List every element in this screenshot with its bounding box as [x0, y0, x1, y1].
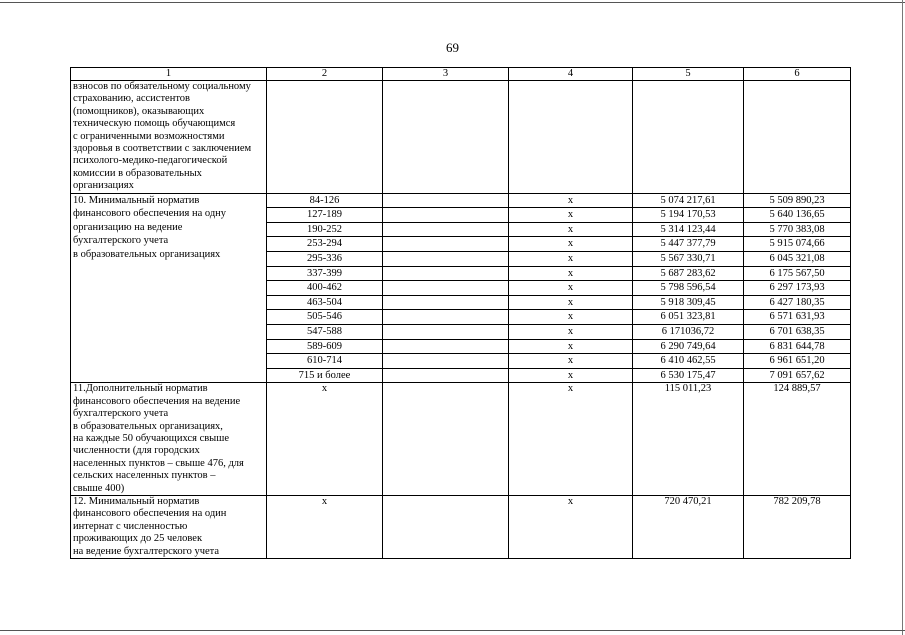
description-line: численности (для городских	[73, 445, 200, 457]
description-line: комиссии в образовательных	[73, 167, 202, 179]
cell-col3	[383, 281, 509, 296]
cell-col5: 6 171036,72	[633, 325, 744, 340]
table-row	[71, 383, 851, 496]
cell-col4: х	[509, 295, 633, 310]
cell-col3	[383, 368, 509, 383]
cell-col3	[383, 339, 509, 354]
description-line: финансового обеспечения на один	[73, 508, 227, 520]
table-body	[71, 81, 851, 559]
cell-col3	[383, 496, 509, 559]
description-line: проживающих до 25 человек	[73, 533, 203, 545]
cell-col3	[383, 193, 509, 208]
description-line: взносов по обязательному социальному	[73, 81, 251, 92]
cell-col6: 5 640 136,65	[744, 208, 851, 223]
description-line: бухгалтерского учета	[73, 235, 169, 247]
cell-col6: 6 961 651,20	[744, 354, 851, 369]
description-line: сельских населенных пунктов –	[73, 470, 216, 482]
cell-col3	[383, 208, 509, 223]
cell-col2: 127-189	[267, 208, 383, 223]
cell-col6: 6 175 567,50	[744, 266, 851, 281]
description-line: в образовательных организациях,	[73, 420, 223, 432]
header-row	[71, 68, 851, 81]
cell-col5: 5 687 283,62	[633, 266, 744, 281]
description-line: финансового обеспечения на ведение	[73, 395, 241, 407]
cell-col2: 190-252	[267, 222, 383, 237]
description-line: организацию на ведение	[73, 221, 183, 233]
cell-col4: х	[509, 325, 633, 340]
cell-col5: 5 798 596,54	[633, 281, 744, 296]
description-line: 12. Минимальный норматив	[73, 496, 200, 508]
cell-col6: 5 509 890,23	[744, 193, 851, 208]
cell-col2	[267, 81, 383, 194]
cell-col4: х	[509, 383, 633, 496]
cell-col5: 5 918 309,45	[633, 295, 744, 310]
cell-col3	[383, 237, 509, 252]
cell-col5: 6 290 749,64	[633, 339, 744, 354]
description-line: психолого-медико-педагогической	[73, 155, 228, 167]
cell-col5: 6 051 323,81	[633, 310, 744, 325]
cell-col2: 337-399	[267, 266, 383, 281]
cell-col2: 547-588	[267, 325, 383, 340]
description-line: 10. Минимальный норматив	[73, 194, 200, 206]
column-header: 3	[383, 68, 509, 81]
cell-col6: 6 427 180,35	[744, 295, 851, 310]
column-header: 6	[744, 68, 851, 81]
column-header: 5	[633, 68, 744, 81]
cell-col2: 400-462	[267, 281, 383, 296]
description-line: на каждые 50 обучающихся свыше	[73, 433, 229, 444]
cell-col4: х	[509, 368, 633, 383]
cell-col6: 5 770 383,08	[744, 222, 851, 237]
column-header: 2	[267, 68, 383, 81]
cell-col4	[509, 81, 633, 194]
cell-col2: 463-504	[267, 295, 383, 310]
cell-col2: 253-294	[267, 237, 383, 252]
column-header: 4	[509, 68, 633, 81]
description-line: в образовательных организациях	[73, 249, 221, 261]
description-line: организациях	[73, 180, 134, 192]
cell-col3	[383, 266, 509, 281]
cell-col5: 115 011,23	[633, 383, 744, 496]
description-line: населенных пунктов – свыше 476, для	[73, 457, 244, 469]
cell-col6: 6 571 631,93	[744, 310, 851, 325]
cell-col4: х	[509, 354, 633, 369]
cell-col2: 610-714	[267, 354, 383, 369]
cell-col3	[383, 81, 509, 194]
table-row	[71, 193, 851, 208]
cell-col6: 5 915 074,66	[744, 237, 851, 252]
cell-col3	[383, 325, 509, 340]
cell-col6	[744, 81, 851, 194]
cell-col2: х	[267, 383, 383, 496]
cell-col5	[633, 81, 744, 194]
cell-col4: х	[509, 222, 633, 237]
cell-col6: 6 831 644,78	[744, 339, 851, 354]
cell-col6: 6 701 638,35	[744, 325, 851, 340]
description-line: на ведение бухгалтерского учета	[73, 545, 220, 557]
norms-table	[70, 67, 851, 559]
cell-col4: х	[509, 208, 633, 223]
cell-col4: х	[509, 252, 633, 267]
cell-col5: 5 567 330,71	[633, 252, 744, 267]
cell-col3	[383, 310, 509, 325]
cell-col2: х	[267, 496, 383, 559]
cell-col3	[383, 383, 509, 496]
cell-col4: х	[509, 193, 633, 208]
description-line: с ограниченными возможностями	[73, 130, 225, 142]
row-description	[71, 496, 267, 559]
cell-col5: 5 314 123,44	[633, 222, 744, 237]
cell-col2: 295-336	[267, 252, 383, 267]
description-line: (помощников), оказывающих	[73, 105, 205, 117]
cell-col5: 720 470,21	[633, 496, 744, 559]
cell-col6: 7 091 657,62	[744, 368, 851, 383]
row-description	[71, 81, 267, 194]
page-number: 69	[446, 40, 459, 55]
description-line: финансового обеспечения на одну	[73, 208, 227, 220]
cell-col2: 589-609	[267, 339, 383, 354]
cell-col2: 715 и более	[267, 368, 383, 383]
cell-col4: х	[509, 339, 633, 354]
cell-col5: 5 447 377,79	[633, 237, 744, 252]
cell-col5: 6 410 462,55	[633, 354, 744, 369]
description-line: свыше 400)	[73, 482, 125, 494]
cell-col4: х	[509, 266, 633, 281]
cell-col3	[383, 295, 509, 310]
row-description	[71, 383, 267, 496]
cell-col5: 6 530 175,47	[633, 368, 744, 383]
cell-col4: х	[509, 310, 633, 325]
description-line: страхованию, ассистентов	[73, 93, 190, 105]
cell-col5: 5 194 170,53	[633, 208, 744, 223]
cell-col6: 6 045 321,08	[744, 252, 851, 267]
description-line: 11.Дополнительный норматив	[73, 383, 208, 395]
cell-col3	[383, 222, 509, 237]
cell-col6: 782 209,78	[744, 496, 851, 559]
cell-col4: х	[509, 237, 633, 252]
cell-col3	[383, 354, 509, 369]
scan-right-edge	[902, 0, 903, 635]
table-row	[71, 496, 851, 559]
cell-col2: 505-546	[267, 310, 383, 325]
table-row	[71, 81, 851, 194]
row-description	[71, 193, 267, 383]
column-header: 1	[71, 68, 267, 81]
cell-col3	[383, 252, 509, 267]
scan-bottom-edge	[0, 630, 905, 631]
scan-top-edge	[0, 2, 905, 3]
cell-col2: 84-126	[267, 193, 383, 208]
description-line: техническую помощь обучающимся	[73, 118, 236, 130]
cell-col4: х	[509, 496, 633, 559]
description-line: интернат с численностью	[73, 520, 188, 532]
description-line: бухгалтерского учета	[73, 408, 169, 420]
description-line: здоровья в соответствии с заключением	[73, 143, 252, 155]
cell-col6: 6 297 173,93	[744, 281, 851, 296]
cell-col6: 124 889,57	[744, 383, 851, 496]
cell-col4: х	[509, 281, 633, 296]
cell-col5: 5 074 217,61	[633, 193, 744, 208]
